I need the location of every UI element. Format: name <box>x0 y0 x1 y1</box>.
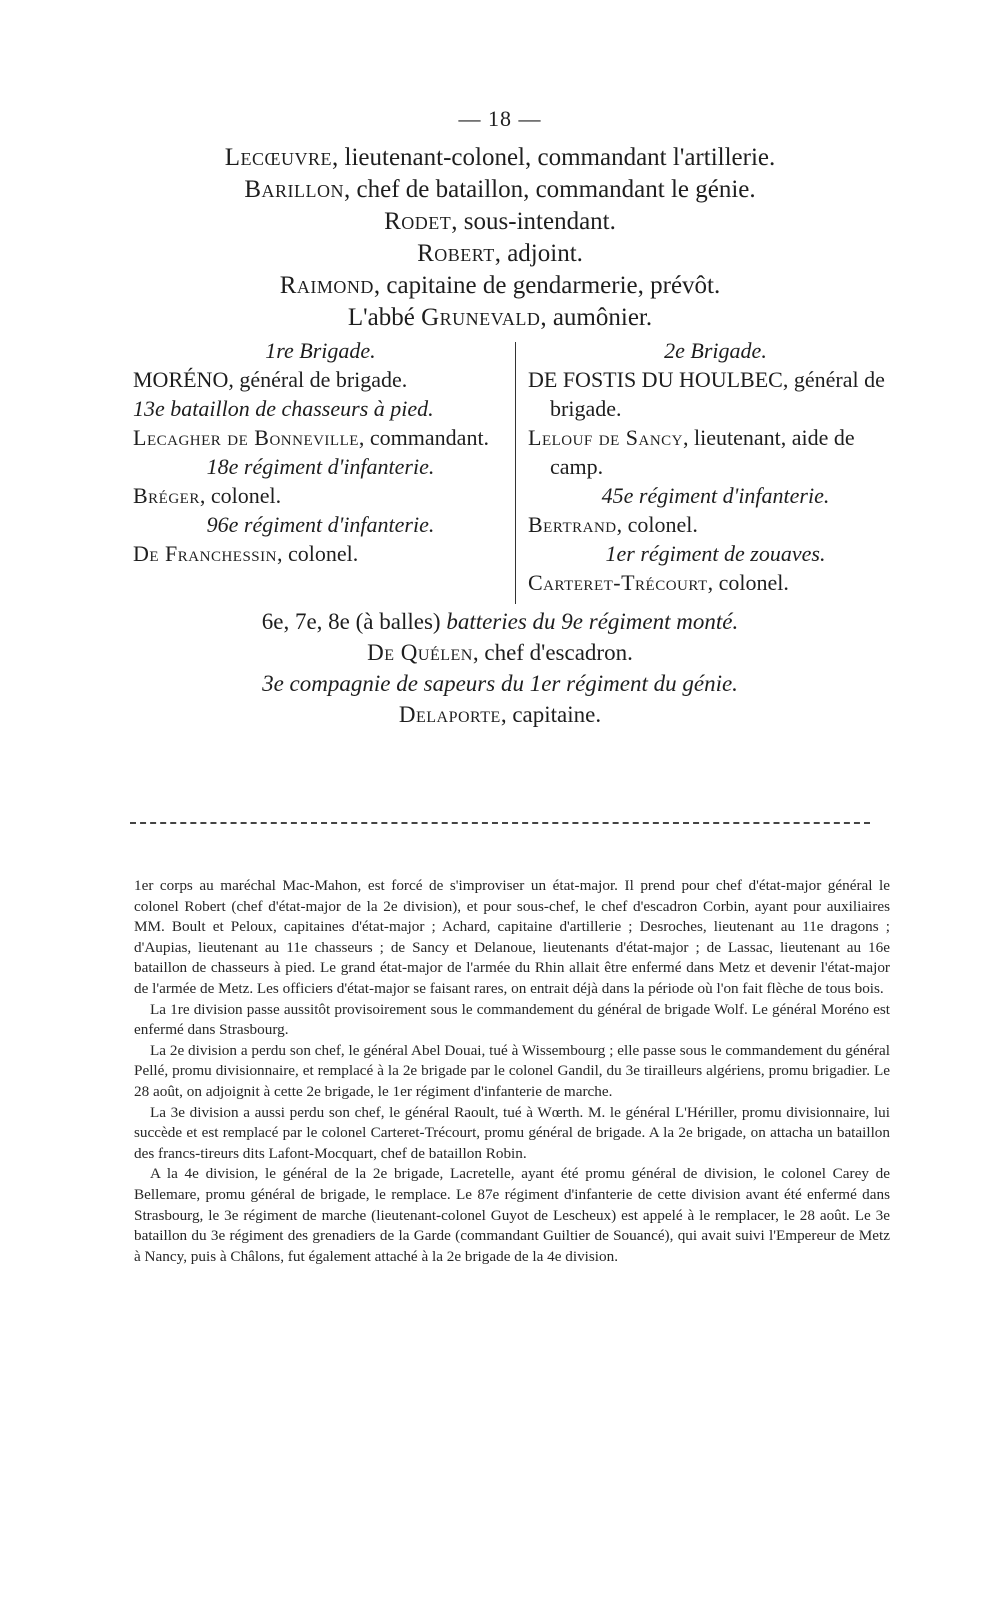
commander-rank: , commandant. <box>358 425 490 450</box>
unit-commander <box>133 481 508 510</box>
unit-commander <box>528 568 903 597</box>
second-brigade-column <box>528 336 903 597</box>
aide-de-camp <box>528 423 903 481</box>
staff-prefix: L'abbé <box>347 304 422 331</box>
artillery-regiment: batteries du 9e régiment monté. <box>446 609 739 634</box>
staff-role: , chef de bataillon, commandant le génie. <box>344 176 756 203</box>
footnotes <box>134 876 890 1267</box>
staff-role: , aumônier. <box>540 304 653 331</box>
unit-name: 18e régiment d'infanterie. <box>206 454 435 479</box>
brigades-table <box>133 336 903 604</box>
staff-name: Lecœuvre <box>224 144 333 171</box>
artillery-line <box>120 606 880 637</box>
footnote-paragraph: A la 4e division, le général de la 2e brigade, Lacretelle, ayant été promu général de division, le colonel Carey de Bellemare, promu général de brigade, le remplace. Le 87e régiment d'infanterie de cette division avant été enfermé dans Strasbourg, le 3e régiment de marche (lieutenant-colonel Guyot de Lescheux) est appelé à le remplacer, le 28 août. Le 3e bataillon du 3e régiment des grenadiers de la Garde (commandant Guiltier de Souancé), qui avait suivi l'Empereur de Metz à Nancy, puis à Châlons, fut également attaché à la 2e brigade de la 4e division. <box>134 1165 890 1265</box>
staff-line <box>120 302 880 334</box>
footnote-separator <box>130 822 870 824</box>
staff-line <box>120 206 880 238</box>
staff-list <box>120 142 880 334</box>
staff-line <box>120 270 880 302</box>
staff-line <box>120 238 880 270</box>
staff-line <box>120 174 880 206</box>
commander-name: De Franchessin <box>133 541 277 566</box>
staff-role: , capitaine de gendarmerie, prévôt. <box>373 272 721 299</box>
footnote-paragraph: La 1re division passe aussitôt provisoirement sous le commandement du général de brigade Wolf. Le général Moréno est enfermé dans Strasbourg. <box>134 1000 890 1039</box>
footnote-paragraph: 1er corps au maréchal Mac-Mahon, est forcé de s'improviser un état-major. Il prend pour chef d'état-major général le colonel Robert (chef d'état-major de la 2e division), et pour sous-chef, le chef d'escadron Corbin, ayant pour auxiliaires MM. Boult et Peloux, capitaines d'état-major ; Achard, capitaine d'artillerie ; Desroches, lieutenant au 11e dragons ; d'Aupias, lieutenant au 11e chasseurs ; de Sancy et Delanoue, lieutenants d'état-major ; de Lassac, lieutenant au 16e bataillon de chasseurs à pied. Le grand état-major de l'armée du Rhin allait être enfermé dans Metz et devenir l'état-major de l'armée de Metz. Les officiers d'état-major se faisant rares, on entrait déjà dans la période où l'on fait flèche de tous bois. <box>134 877 890 997</box>
staff-role: , sous-intendant. <box>451 208 616 235</box>
commander-rank: , colonel. <box>616 512 698 537</box>
page-number: — 18 — <box>458 106 542 131</box>
commander-rank: , capitaine. <box>500 702 602 727</box>
commander-name: Delaporte <box>398 702 501 727</box>
brigade-general: DE FOSTIS DU HOULBEC, général de brigade. <box>528 367 885 421</box>
engineers-commander <box>120 699 880 730</box>
footnote-paragraph: La 3e division a aussi perdu son chef, le général Raoult, tué à Wœrth. M. le général L'Hériller, promu divisionnaire, lui succède et est remplacé par le colonel Carteret-Trécourt, promu général de brigade. A la 2e brigade, on attacha un bataillon des francs-tireurs dits Lafont-Mocquart, chef de bataillon Robin. <box>134 1103 890 1162</box>
artillery-batteries: 6e, 7e, 8e (à balles) <box>261 609 447 634</box>
commander-name: Lelouf de Sancy <box>528 425 684 450</box>
footnote-paragraph: La 2e division a perdu son chef, le général Abel Douai, tué à Wissembourg ; elle passe sous le commandement du général Pellé, promu divisionnaire, et remplacé à la 2e brigade par le colonel Gandil, du 3e tirailleurs algériens, promu brigadier. Le 28 août, on adjoignit à cette 2e brigade, le 1er régiment d'infanterie de marche. <box>134 1041 890 1100</box>
brigade-heading: 1re Brigade. <box>265 338 376 363</box>
commander-rank: , colonel. <box>707 570 789 595</box>
staff-name: Robert <box>417 240 495 267</box>
commander-name: De Quélen <box>367 640 473 665</box>
unit-name: 13e bataillon de chasseurs à pied. <box>133 396 434 421</box>
commander-name: Bertrand <box>528 512 617 537</box>
first-brigade-column <box>133 336 508 568</box>
unit-commander <box>133 539 508 568</box>
commander-name: Carteret-Trécourt <box>528 570 708 595</box>
staff-role: , lieutenant-colonel, commandant l'artillerie. <box>332 144 776 171</box>
commander-rank: , colonel. <box>276 541 359 566</box>
commander-rank: , chef d'escadron. <box>472 640 633 665</box>
staff-line <box>120 142 880 174</box>
unit-name: 45e régiment d'infanterie. <box>601 483 830 508</box>
divisional-troops <box>120 606 880 730</box>
brigade-heading: 2e Brigade. <box>664 338 767 363</box>
unit-name: 1er régiment de zouaves. <box>605 541 826 566</box>
column-divider <box>515 342 516 604</box>
staff-name: Raimond <box>279 272 374 299</box>
staff-name: Barillon <box>244 176 344 203</box>
commander-name: Bréger <box>133 483 200 508</box>
staff-role: , adjoint. <box>494 240 583 267</box>
unit-commander <box>133 423 508 452</box>
staff-name: Grunevald <box>421 304 541 331</box>
unit-name: 96e régiment d'infanterie. <box>206 512 435 537</box>
unit-commander <box>528 510 903 539</box>
artillery-commander <box>120 637 880 668</box>
commander-name: Lecagher de Bonneville <box>133 425 359 450</box>
brigade-general: MORÉNO, général de brigade. <box>133 367 408 392</box>
commander-rank: , colonel. <box>199 483 282 508</box>
staff-name: Rodet <box>384 208 452 235</box>
engineers-line: 3e compagnie de sapeurs du 1er régiment du génie. <box>262 671 738 696</box>
commander-rank: , lieutenant, aide de camp. <box>550 425 855 479</box>
